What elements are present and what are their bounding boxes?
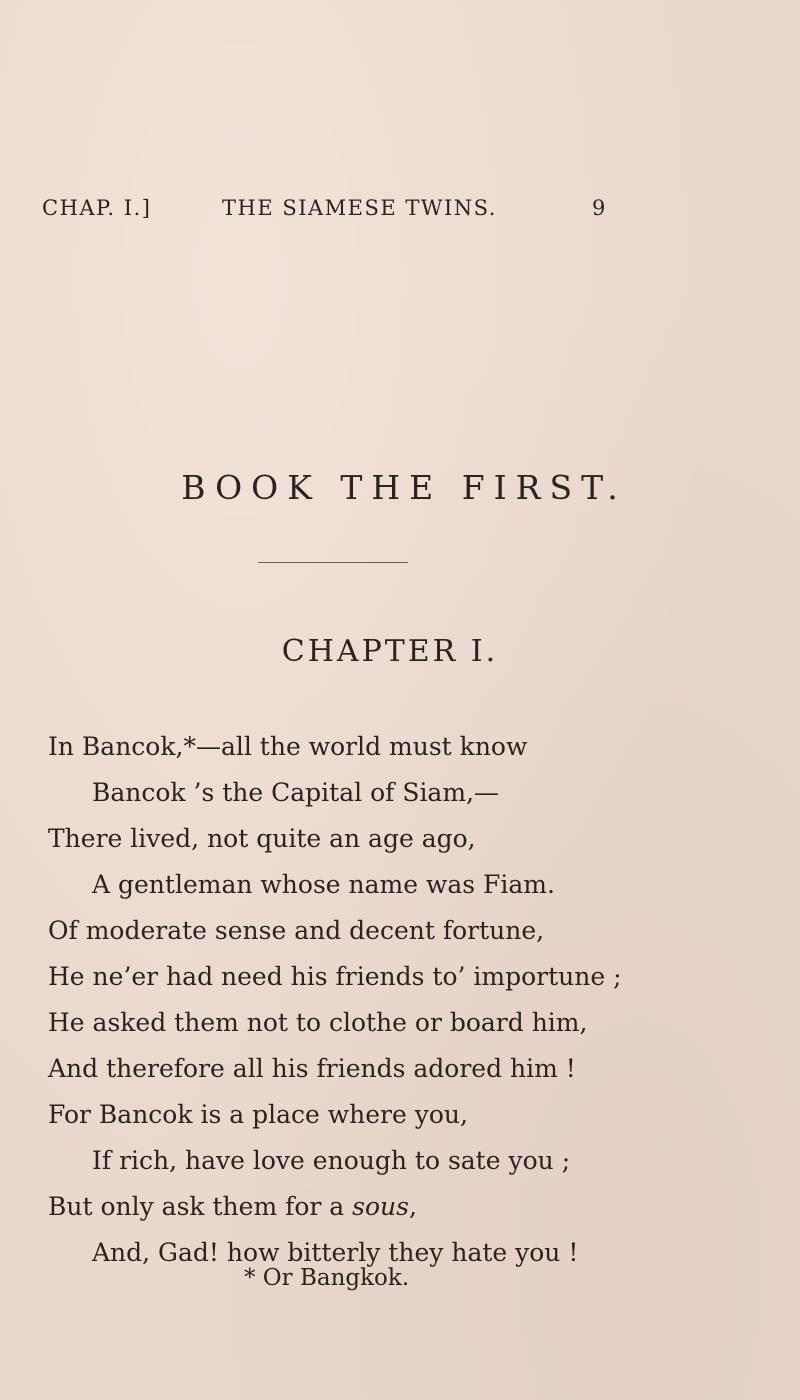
poem-line-end: , bbox=[408, 1192, 417, 1221]
page-number: 9 bbox=[592, 196, 607, 220]
poem-line: There lived, not quite an age ago, bbox=[48, 824, 476, 853]
poem-line bbox=[48, 732, 527, 761]
book-title: BOOK THE FIRST. bbox=[181, 468, 627, 507]
footnote: * Or Bangkok. bbox=[244, 1265, 410, 1291]
poem-line: A gentleman whose name was Fiam. bbox=[92, 870, 555, 899]
poem-line: And, Gad! how bitterly they hate you ! bbox=[92, 1238, 579, 1267]
poem-line bbox=[48, 1192, 417, 1221]
poem-line-start: But only ask them for a bbox=[48, 1192, 353, 1221]
running-head-title: THE SIAMESE TWINS. bbox=[222, 196, 497, 220]
poem-line: He asked them not to clothe or board him, bbox=[48, 1008, 588, 1037]
poem-line-italic-word: sous bbox=[352, 1192, 409, 1221]
poem-line: For Bancok is a place where you, bbox=[48, 1100, 468, 1129]
running-head-chapter: CHAP. I.] bbox=[42, 196, 152, 220]
poem-line-rest: Bancok,*—all the world must know bbox=[73, 732, 528, 761]
poem-line: He ne’er had need his friends to’ importune ; bbox=[48, 962, 622, 991]
poem-line: Bancok ’s the Capital of Siam,— bbox=[92, 778, 499, 807]
poem-line: And therefore all his friends adored him ! bbox=[48, 1054, 576, 1083]
poem-line-initial: In bbox=[48, 732, 74, 761]
chapter-title: CHAPTER I. bbox=[281, 634, 499, 669]
decorative-rule bbox=[258, 562, 408, 563]
running-head bbox=[0, 196, 800, 230]
poem-line: If rich, have love enough to sate you ; bbox=[92, 1146, 571, 1175]
poem-line: Of moderate sense and decent fortune, bbox=[48, 916, 545, 945]
